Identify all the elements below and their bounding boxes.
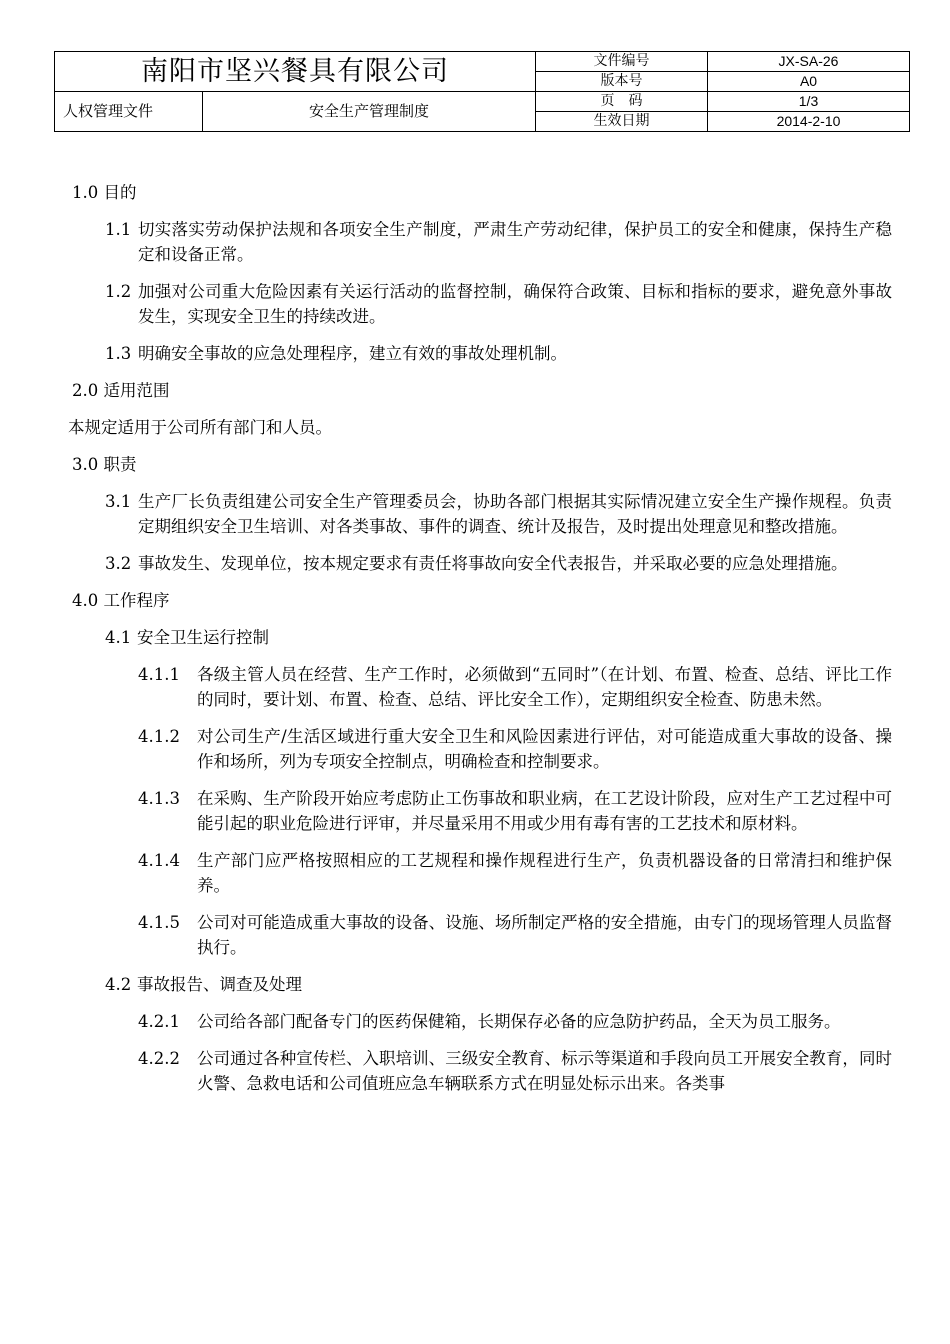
subsection-title: 事故报告、调查及处理: [137, 975, 302, 994]
clause-number: 3.2: [105, 554, 132, 573]
section-number: 4.0: [72, 591, 99, 610]
clause-number: 1.3: [105, 344, 132, 363]
subsection-heading-4-1: [72, 625, 892, 650]
clause-4-1-1: [72, 662, 892, 712]
clause-text: 对公司生产/生活区域进行重大安全卫生和风险因素进行评估，对可能造成重大事故的设备、操作和场所，列为专项安全控制点，明确检查和控制要求。: [197, 727, 892, 771]
section-heading-purpose: [72, 180, 892, 205]
subsection-heading-4-2: [72, 972, 892, 997]
clause-3-2: [72, 551, 892, 576]
clause-text: 公司给各部门配备专门的医药保健箱，长期保存必备的应急防护药品，全天为员工服务。: [197, 1012, 841, 1031]
doc-number-label: 文件编号: [536, 52, 708, 72]
clause-text: 公司通过各种宣传栏、入职培训、三级安全教育、标示等渠道和手段向员工开展安全教育，同时火警、急救电话和公司值班应急车辆联系方式在明显处标示出来。各类事: [197, 1049, 892, 1093]
document-header-table: [54, 51, 910, 132]
section-title: 适用范围: [103, 381, 170, 400]
section-number: 2.0: [72, 381, 99, 400]
page-label: 页 码: [536, 92, 708, 112]
effective-date-value: 2014-2-10: [708, 112, 910, 132]
clause-text: 各级主管人员在经营、生产工作时，必须做到“五同时”（在计划、布置、检查、总结、评比工作的同时，要计划、布置、检查、总结、评比安全工作），定期组织安全检查、防患未然。: [197, 665, 892, 709]
clause-text: 加强对公司重大危险因素有关运行活动的监督控制，确保符合政策、目标和指标的要求，避免意外事故发生，实现安全卫生的持续改进。: [138, 282, 892, 326]
clause-text: 切实落实劳动保护法规和各项安全生产制度，严肃生产劳动纪律，保护员工的安全和健康，保持生产稳定和设备正常。: [138, 220, 892, 264]
clause-number: 4.1.1: [138, 665, 180, 684]
subsection-number: 4.1: [105, 628, 132, 647]
clause-number: 4.1.4: [138, 851, 180, 870]
section-heading-responsibilities: [72, 452, 892, 477]
version-value: A0: [708, 72, 910, 92]
clause-text: 公司对可能造成重大事故的设备、设施、场所制定严格的安全措施，由专门的现场管理人员监督执行。: [197, 913, 892, 957]
clause-4-2-2: [72, 1046, 892, 1096]
section-heading-procedure: [72, 588, 892, 613]
scope-text: 本规定适用于公司所有部门和人员。: [68, 418, 332, 437]
document-body: [68, 180, 892, 1108]
doc-number-value: JX-SA-26: [708, 52, 910, 72]
clause-text: 明确安全事故的应急处理程序，建立有效的事故处理机制。: [138, 344, 567, 363]
effective-date-label: 生效日期: [536, 112, 708, 132]
section-title: 目的: [103, 183, 137, 202]
doc-type: 人权管理文件: [55, 92, 203, 132]
company-name: 南阳市坚兴餐具有限公司: [55, 52, 536, 92]
section-number: 1.0: [72, 183, 99, 202]
clause-1-2: [72, 279, 892, 329]
clause-1-3: [72, 341, 892, 366]
clause-4-1-4: [72, 848, 892, 898]
page-value: 1/3: [708, 92, 910, 112]
subsection-number: 4.2: [105, 975, 132, 994]
clause-1-1: [72, 217, 892, 267]
clause-number: 3.1: [105, 492, 132, 511]
clause-number: 4.1.2: [138, 727, 180, 746]
clause-4-1-3: [72, 786, 892, 836]
clause-4-1-2: [72, 724, 892, 774]
clause-text: 生产厂长负责组建公司安全生产管理委员会，协助各部门根据其实际情况建立安全生产操作规程。负责定期组织安全卫生培训、对各类事故、事件的调查、统计及报告，及时提出处理意见和整改措施。: [138, 492, 892, 536]
clause-number: 4.1.5: [138, 913, 180, 932]
clause-text: 在采购、生产阶段开始应考虑防止工伤事故和职业病，在工艺设计阶段，应对生产工艺过程中可能引起的职业危险进行评审，并尽量采用不用或少用有毒有害的工艺技术和原材料。: [197, 789, 892, 833]
section-number: 3.0: [72, 455, 99, 474]
clause-number: 1.1: [105, 220, 132, 239]
subsection-title: 安全卫生运行控制: [137, 628, 269, 647]
clause-number: 4.2.2: [138, 1049, 180, 1068]
doc-title: 安全生产管理制度: [203, 92, 536, 132]
clause-4-1-5: [72, 910, 892, 960]
clause-text: 生产部门应严格按照相应的工艺规程和操作规程进行生产，负责机器设备的日常清扫和维护保养。: [197, 851, 892, 895]
section-title: 工作程序: [103, 591, 170, 610]
clause-3-1: [72, 489, 892, 539]
clause-4-2-1: [72, 1009, 892, 1034]
clause-number: 1.2: [105, 282, 132, 301]
version-label: 版本号: [536, 72, 708, 92]
clause-text: 事故发生、发现单位，按本规定要求有责任将事故向安全代表报告，并采取必要的应急处理措施。: [138, 554, 848, 573]
clause-number: 4.2.1: [138, 1012, 180, 1031]
section-heading-scope: [72, 378, 892, 403]
clause-number: 4.1.3: [138, 789, 180, 808]
section-title: 职责: [103, 455, 137, 474]
